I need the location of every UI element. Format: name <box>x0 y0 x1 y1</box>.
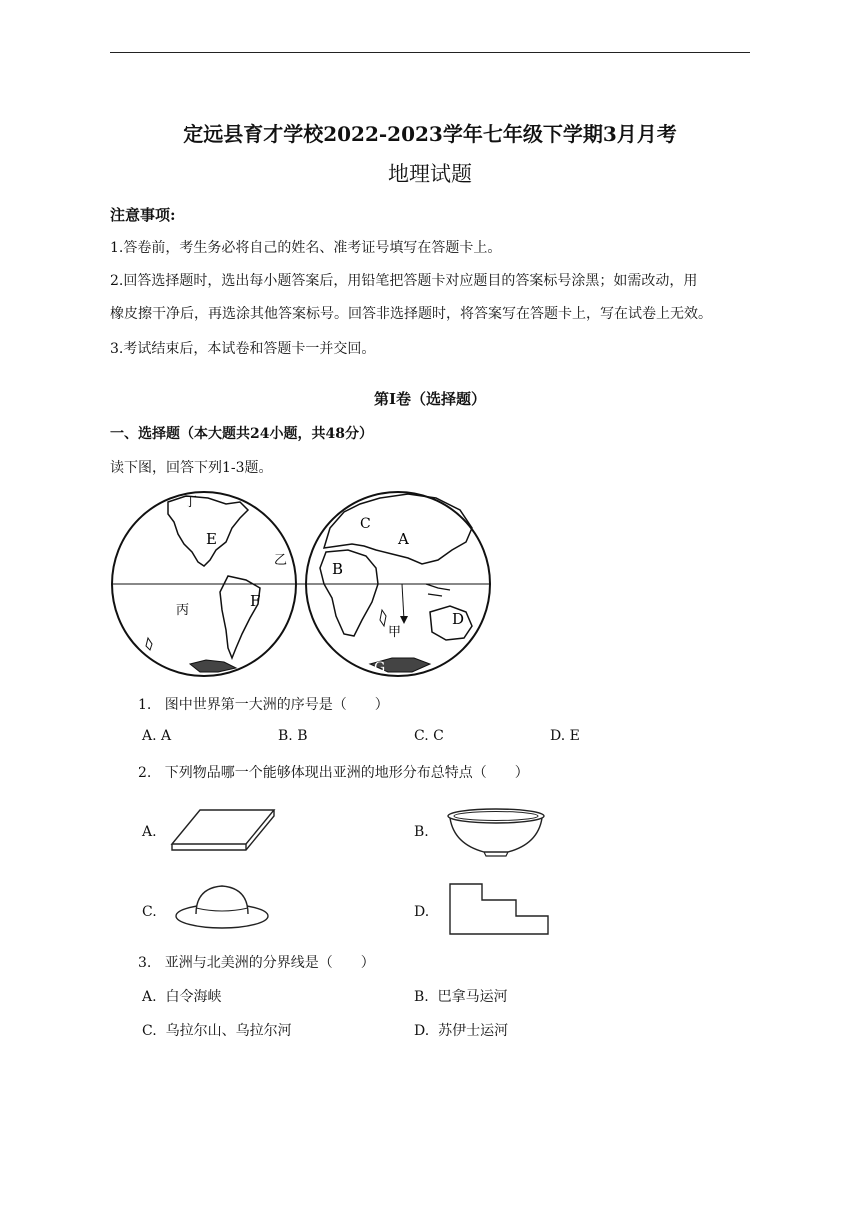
question-stem: 亚洲与北美洲的分界线是（ ） <box>164 955 375 971</box>
question-number: 2. <box>138 765 152 781</box>
question-number: 3. <box>138 955 152 971</box>
question-2 <box>138 762 529 782</box>
flat-board-icon <box>170 806 278 854</box>
bowl-icon <box>444 806 548 858</box>
question-1 <box>138 694 389 714</box>
map-label-d: D <box>452 610 465 628</box>
option-d[interactable]: D. 苏伊士运河 <box>414 1023 509 1039</box>
notice-item: 2.回答选择题时，选出每小题答案后，用铅笔把答题卡对应题目的答案标号涂黑；如需改动，用 <box>110 273 698 289</box>
option-c[interactable]: C. <box>142 904 157 920</box>
option-d[interactable]: D. E <box>550 728 580 744</box>
option-a[interactable]: A. 白令海峡 <box>142 989 222 1005</box>
question-number: 1. <box>138 697 152 713</box>
map-label-ding: 丁 <box>184 495 198 510</box>
exam-title: 定远县育才学校2022-2023学年七年级下学期3月月考 <box>183 122 677 146</box>
option-b[interactable]: B. 巴拿马运河 <box>414 989 508 1005</box>
question-3 <box>138 952 375 972</box>
question-intro: 读下图，回答下列1-3题。 <box>110 460 273 476</box>
option-b[interactable]: B. B <box>278 728 308 744</box>
exam-subtitle: 地理试题 <box>388 162 472 186</box>
map-label-g: G <box>374 660 386 676</box>
section-title: 第Ⅰ卷（选择题） <box>373 390 487 408</box>
world-map-figure <box>108 488 494 680</box>
header-rule <box>110 52 750 53</box>
option-a[interactable]: A. <box>142 824 157 840</box>
option-c[interactable]: C. C <box>414 728 444 744</box>
map-label-bing: 丙 <box>176 603 190 618</box>
question-stem: 图中世界第一大洲的序号是（ ） <box>164 697 389 713</box>
map-label-a: A <box>398 530 409 548</box>
map-label-yi: 乙 <box>274 553 288 568</box>
option-c[interactable]: C. 乌拉尔山、乌拉尔河 <box>142 1023 292 1039</box>
notice-item: 1.答卷前，考生务必将自己的姓名、准考证号填写在答题卡上。 <box>110 240 502 256</box>
map-label-b: B <box>332 560 344 578</box>
question-stem: 下列物品哪一个能够体现出亚洲的地形分布总特点（ ） <box>164 765 529 781</box>
map-label-e: E <box>206 530 217 548</box>
notice-item: 3.考试结束后，本试卷和答题卡一并交回。 <box>110 341 376 357</box>
map-label-f: F <box>250 592 261 610</box>
notice-heading: 注意事项: <box>110 206 176 224</box>
notice-item: 橡皮擦干净后，再选涂其他答案标号。回答非选择题时，将答案写在答题卡上，写在试卷上无效。 <box>110 306 712 322</box>
step-shape-icon <box>448 882 550 936</box>
hat-icon <box>172 882 272 932</box>
option-b[interactable]: B. <box>414 824 429 840</box>
map-label-c: C <box>360 516 371 532</box>
map-label-jia: 甲 <box>388 625 402 640</box>
question-group-title: 一、选择题（本大题共24小题，共48分） <box>110 426 373 442</box>
option-d[interactable]: D. <box>414 904 430 920</box>
option-a[interactable]: A. A <box>142 728 172 744</box>
